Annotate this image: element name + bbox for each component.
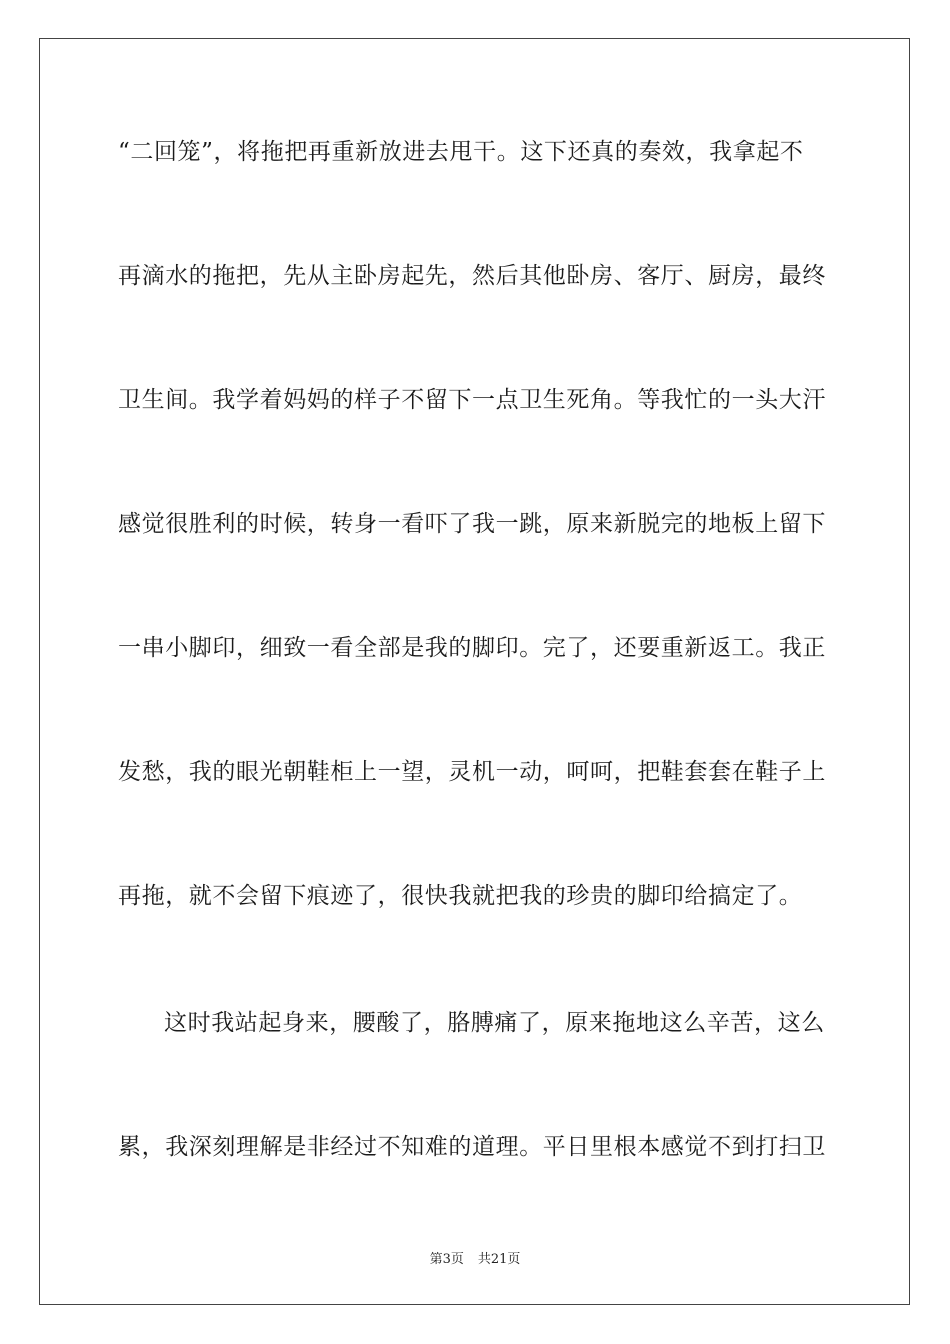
page-footer — [0, 1248, 950, 1267]
page-total: 共21页 — [477, 1252, 521, 1267]
body-line-6: 发愁，我的眼光朝鞋柜上一望，灵机一动，呵呵，把鞋套套在鞋子上 — [118, 759, 826, 785]
body-line-7: 再拖，就不会留下痕迹了，很快我就把我的珍贵的脚印给搞定了。 — [118, 883, 803, 909]
body-line-5: 一串小脚印，细致一看全部是我的脚印。完了，还要重新返工。我正 — [118, 635, 826, 661]
paragraph-start-line: 这时我站起身来，腰酸了，胳膊痛了，原来拖地这么辛苦，这么 — [164, 1010, 825, 1036]
body-line-2: 再滴水的拖把，先从主卧房起先，然后其他卧房、客厅、厨房，最终 — [118, 263, 826, 289]
page-border — [39, 38, 910, 1305]
body-line-9: 累，我深刻理解是非经过不知难的道理。平日里根本感觉不到打扫卫 — [118, 1134, 826, 1160]
page-number: 第3页 — [429, 1252, 464, 1267]
body-line-1: “二回笼”，将拖把再重新放进去甩干。这下还真的奏效，我拿起不 — [118, 139, 804, 165]
body-line-4: 感觉很胜利的时候，转身一看吓了我一跳，原来新脱完的地板上留下 — [118, 511, 826, 537]
body-line-3: 卫生间。我学着妈妈的样子不留下一点卫生死角。等我忙的一头大汗 — [118, 387, 826, 413]
